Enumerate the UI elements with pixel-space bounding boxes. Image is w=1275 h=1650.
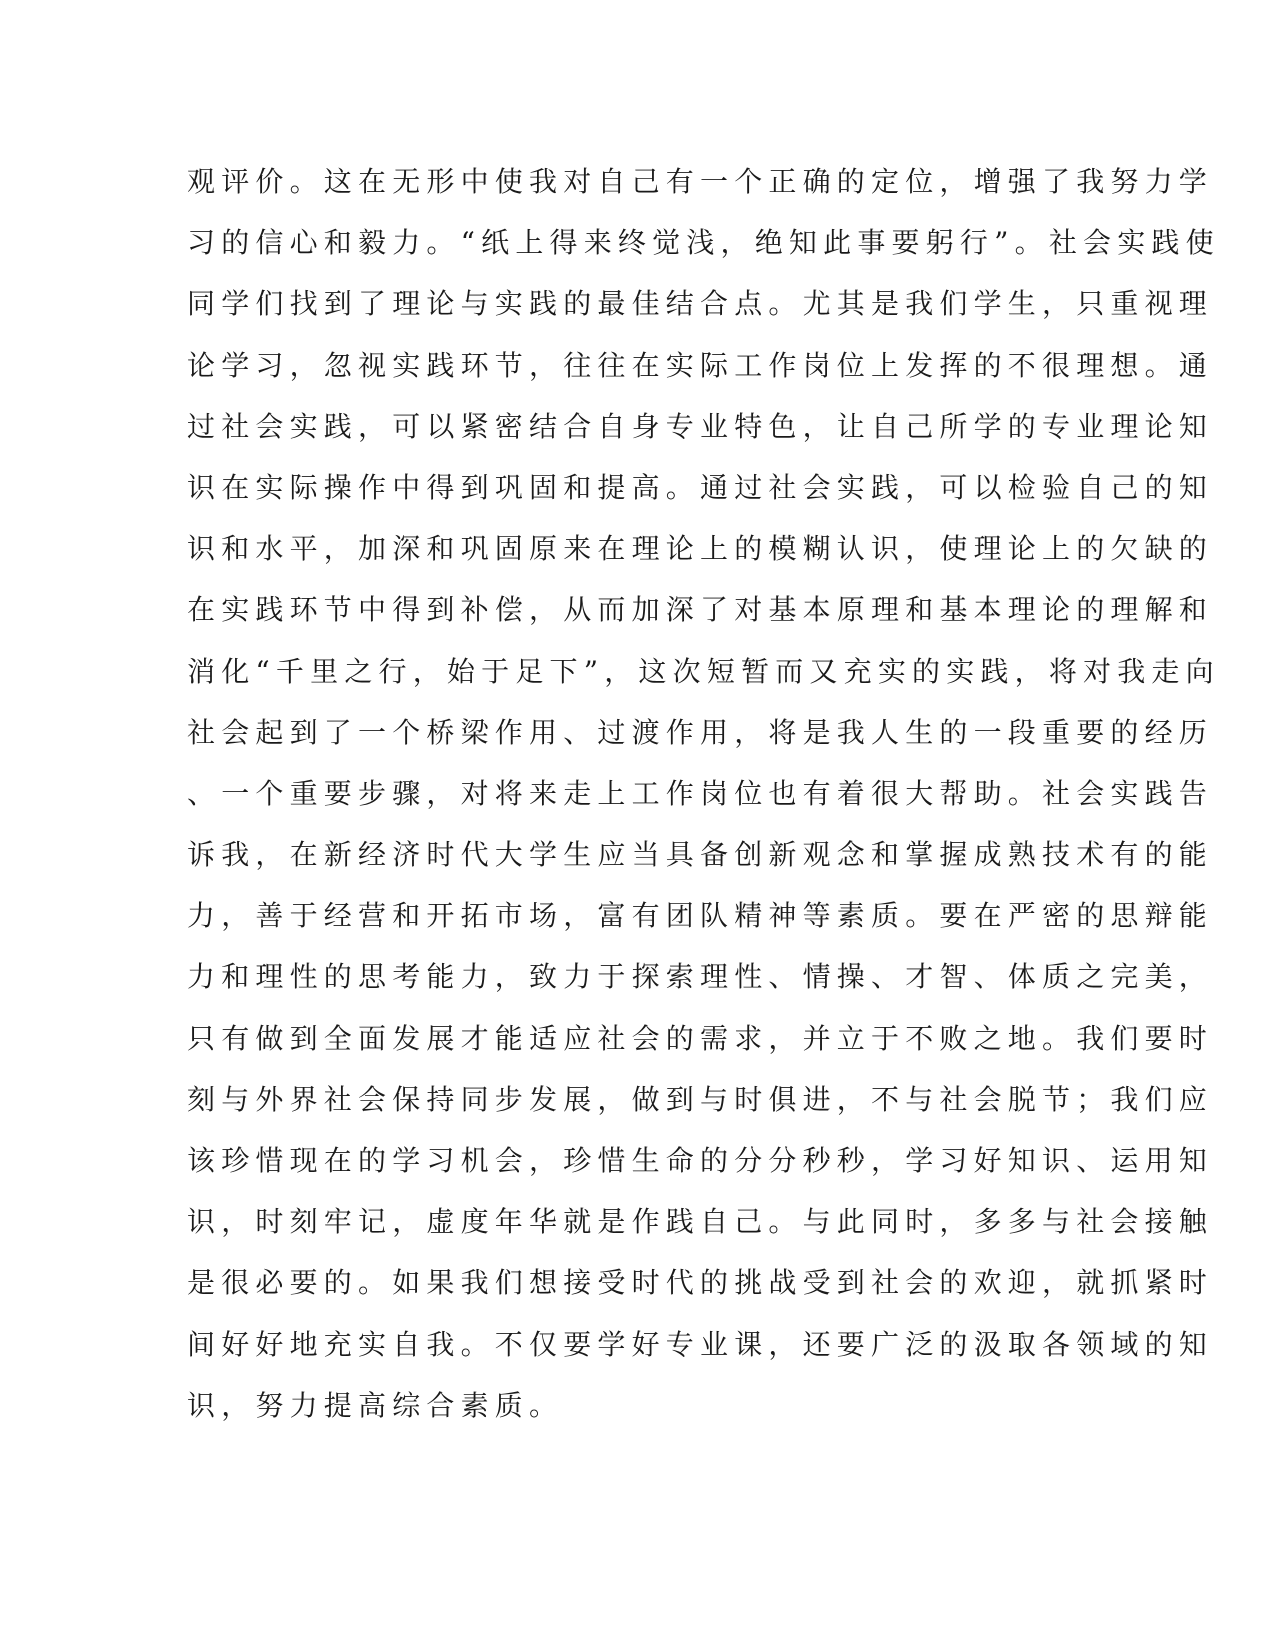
paragraph-line: 论学习，忽视实践环节，往往在实际工作岗位上发挥的不很理想。通 [187,348,1214,382]
paragraph-line: 力和理性的思考能力，致力于探索理性、情操、才智、体质之完美， [187,960,1214,994]
paragraph-line: 识，努力提高综合素质。 [187,1388,564,1422]
paragraph-line: 该珍惜现在的学习机会，珍惜生命的分分秒秒，学习好知识、运用知 [187,1144,1214,1177]
paragraph-line: 、一个重要步骤，对将来走上工作岗位也有着很大帮助。社会实践告 [187,776,1214,810]
paragraph-line: 在实践环节中得到补偿，从而加深了对基本原理和基本理论的理解和 [187,593,1214,627]
paragraph-line: 消化“千里之行，始于足下”，这次短暂而又充实的实践，将对我走向 [187,654,1220,688]
paragraph-line: 识在实际操作中得到巩固和提高。通过社会实践，可以检验自己的知 [187,470,1214,504]
paragraph-line: 诉我，在新经济时代大学生应当具备创新观念和掌握成熟技术有的能 [187,838,1214,872]
paragraph-line: 过社会实践，可以紧密结合自身专业特色，让自己所学的专业理论知 [187,409,1214,443]
paragraph-line: 识，时刻牢记，虚度年华就是作践自己。与此同时，多多与社会接触 [187,1205,1214,1239]
paragraph-line: 间好好地充实自我。不仅要学好专业课，还要广泛的汲取各领域的知 [187,1327,1214,1361]
body-paragraph [187,162,1220,1447]
paragraph-line: 只有做到全面发展才能适应社会的需求，并立于不败之地。我们要时 [187,1021,1214,1055]
paragraph-line: 同学们找到了理论与实践的最佳结合点。尤其是我们学生，只重视理 [187,287,1214,321]
paragraph-line: 社会起到了一个桥梁作用、过渡作用，将是我人生的一段重要的经历 [187,715,1214,749]
paragraph-line: 识和水平，加深和巩固原来在理论上的模糊认识，使理论上的欠缺的 [187,532,1214,566]
paragraph-line: 刻与外界社会保持同步发展，做到与时俱进，不与社会脱节；我们应 [187,1082,1214,1116]
paragraph-line: 观评价。这在无形中使我对自己有一个正确的定位，增强了我努力学 [187,165,1214,198]
paragraph-line: 力，善于经营和开拓市场，富有团队精神等素质。要在严密的思辩能 [187,899,1214,933]
paragraph-line: 习的信心和毅力。“纸上得来终觉浅，绝知此事要躬行”。社会实践使 [187,226,1220,260]
paragraph-line: 是很必要的。如果我们想接受时代的挑战受到社会的欢迎，就抓紧时 [187,1266,1214,1300]
